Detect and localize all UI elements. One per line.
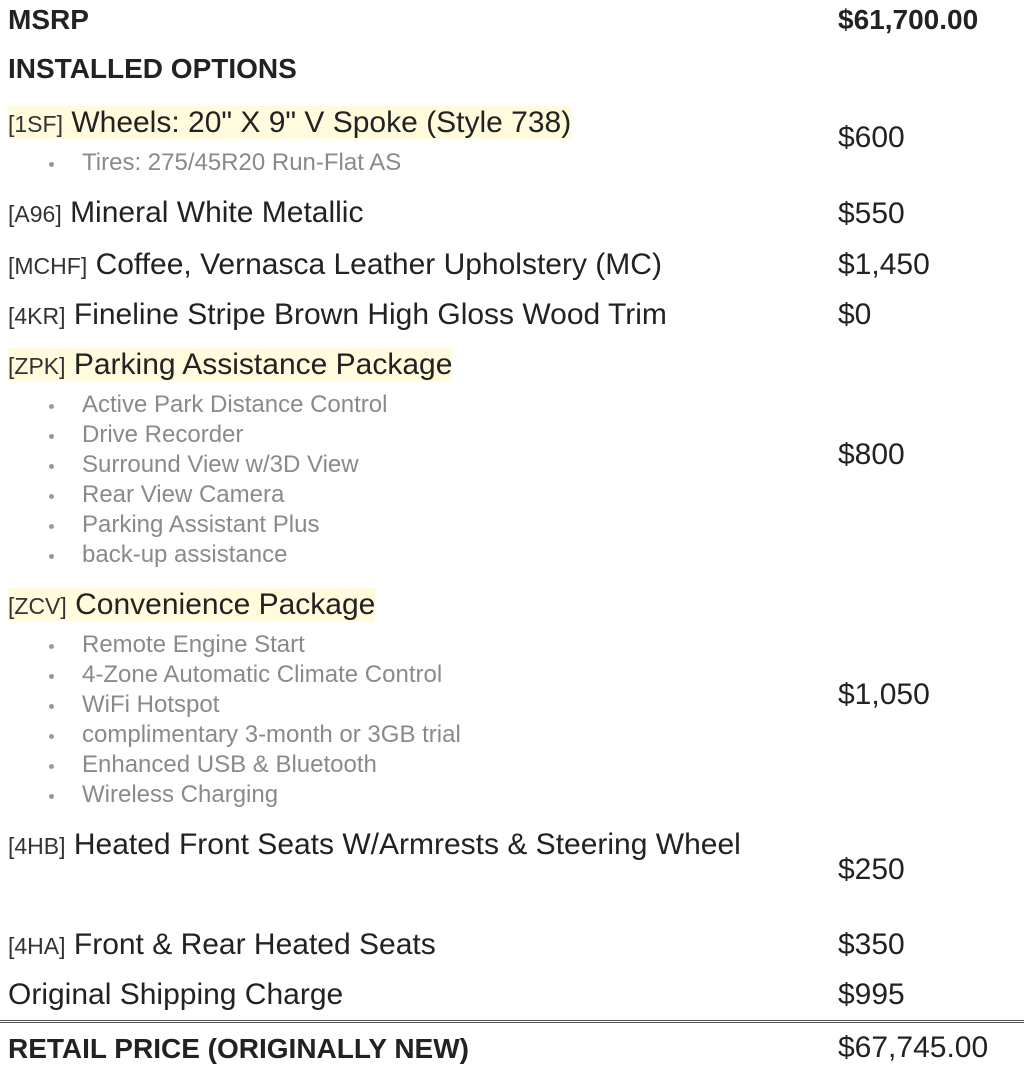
options-heading-row xyxy=(0,40,1024,98)
option-title-text: Heated Front Seats W/Armrests & Steering Wheel xyxy=(73,828,741,861)
option-code: [A96] xyxy=(8,201,62,227)
option-features xyxy=(8,390,830,570)
option-title-text: Mineral White Metallic xyxy=(70,196,364,229)
option-title-text: Convenience Package xyxy=(75,588,376,621)
option-title xyxy=(8,106,571,139)
feature-item: 4-Zone Automatic Climate Control xyxy=(82,660,830,690)
options-list xyxy=(0,98,1024,1020)
option-title xyxy=(8,248,662,281)
feature-item: WiFi Hotspot xyxy=(82,690,830,720)
option-row xyxy=(0,340,1024,580)
option-title xyxy=(8,928,436,961)
feature-item: complimentary 3-month or 3GB trial xyxy=(82,720,830,750)
option-row xyxy=(0,580,1024,820)
option-price: $600 xyxy=(838,121,905,154)
option-row xyxy=(0,920,1024,970)
option-price: $1,050 xyxy=(838,678,930,711)
msrp-label: MSRP xyxy=(8,4,89,35)
total-label: RETAIL PRICE (ORIGINALLY NEW) xyxy=(8,1033,469,1064)
feature-item: Active Park Distance Control xyxy=(82,390,830,420)
total-value: $67,745.00 xyxy=(838,1030,989,1064)
option-price: $250 xyxy=(838,853,905,886)
msrp-value: $61,700.00 xyxy=(838,4,979,35)
option-code: [4HA] xyxy=(8,933,66,959)
option-title xyxy=(8,196,363,229)
feature-item: Enhanced USB & Bluetooth xyxy=(82,750,830,780)
feature-item: Remote Engine Start xyxy=(82,630,830,660)
option-row xyxy=(0,188,1024,240)
feature-item: Tires: 275/45R20 Run-Flat AS xyxy=(82,148,830,178)
option-code: [ZPK] xyxy=(8,353,66,379)
option-row xyxy=(0,290,1024,340)
option-title xyxy=(8,828,741,861)
feature-item: Rear View Camera xyxy=(82,480,830,510)
option-title xyxy=(8,348,452,381)
option-row xyxy=(0,970,1024,1020)
option-title-text: Original Shipping Charge xyxy=(8,978,344,1011)
option-price: $1,450 xyxy=(838,248,930,281)
option-features xyxy=(8,630,830,810)
option-price: $995 xyxy=(838,978,905,1011)
option-title-text: Wheels: 20" X 9" V Spoke (Style 738) xyxy=(71,106,572,139)
option-price: $350 xyxy=(838,928,905,961)
feature-item: Drive Recorder xyxy=(82,420,830,450)
option-code: [1SF] xyxy=(8,111,63,137)
option-title-text: Front & Rear Heated Seats xyxy=(73,928,436,961)
msrp-row xyxy=(0,0,1024,40)
option-row xyxy=(0,820,1024,920)
feature-item: Parking Assistant Plus xyxy=(82,510,830,540)
option-title-text: Coffee, Vernasca Leather Upholstery (MC) xyxy=(95,248,662,281)
option-code: [4KR] xyxy=(8,303,66,329)
total-row xyxy=(0,1020,1024,1072)
option-features xyxy=(8,148,830,178)
option-title xyxy=(8,298,667,331)
feature-item: back-up assistance xyxy=(82,540,830,570)
option-code: [4HB] xyxy=(8,833,66,859)
option-price: $0 xyxy=(838,298,872,331)
option-title xyxy=(8,978,343,1011)
option-title-text: Parking Assistance Package xyxy=(73,348,453,381)
options-heading: INSTALLED OPTIONS xyxy=(8,53,297,84)
feature-item: Wireless Charging xyxy=(82,780,830,810)
option-code: [ZCV] xyxy=(8,593,67,619)
option-price: $550 xyxy=(838,197,905,230)
option-row xyxy=(0,98,1024,188)
feature-item: Surround View w/3D View xyxy=(82,450,830,480)
option-row xyxy=(0,240,1024,290)
option-title xyxy=(8,588,375,621)
option-code: [MCHF] xyxy=(8,253,88,279)
option-price: $800 xyxy=(838,438,905,471)
option-title-text: Fineline Stripe Brown High Gloss Wood Trim xyxy=(73,298,667,331)
